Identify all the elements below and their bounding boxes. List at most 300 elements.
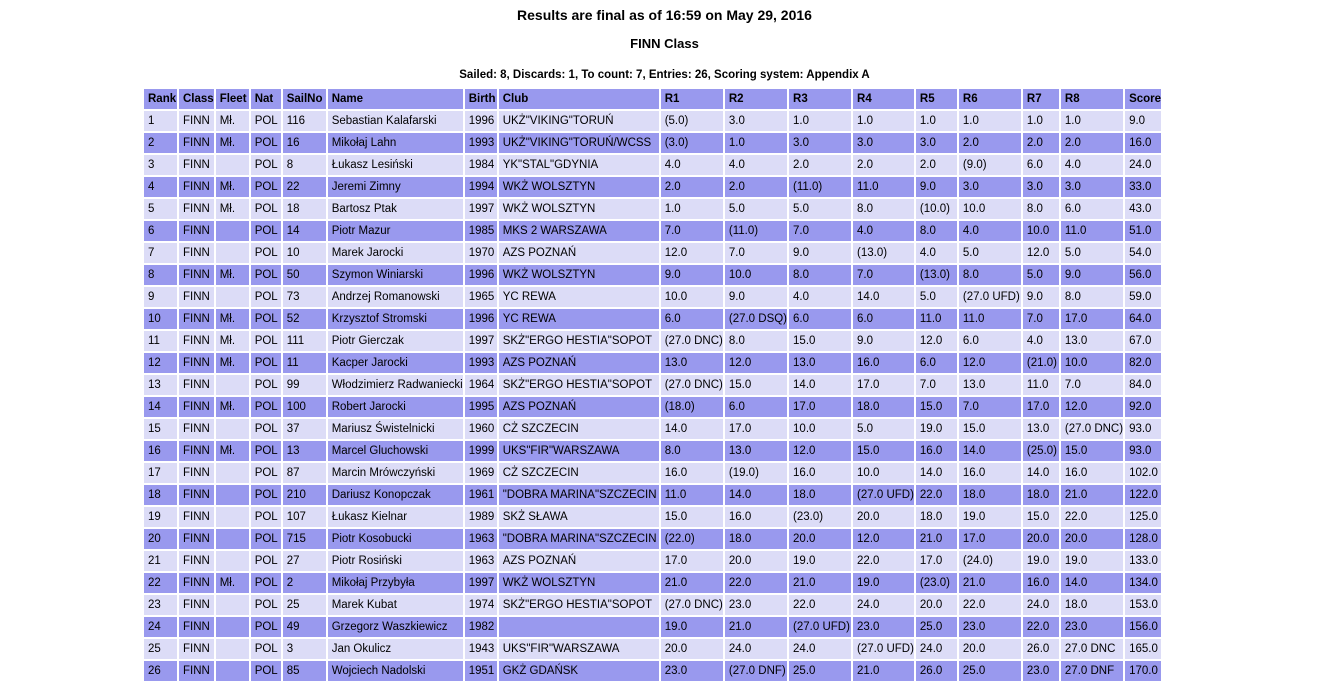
cell-r5: 14.0: [916, 463, 957, 483]
column-header-score: Score: [1125, 89, 1161, 109]
cell-rank: 4: [144, 177, 177, 197]
cell-r7: (25.0): [1023, 441, 1059, 461]
cell-score: 33.0: [1125, 177, 1161, 197]
cell-r3: 24.0: [789, 639, 851, 659]
cell-club: AZS POZNAŃ: [499, 353, 659, 373]
cell-r3: 3.0: [789, 133, 851, 153]
cell-nat: POL: [251, 551, 281, 571]
table-row: [144, 243, 1161, 263]
cell-rank: 18: [144, 485, 177, 505]
column-header-r5: R5: [916, 89, 957, 109]
cell-r8: 3.0: [1061, 177, 1123, 197]
cell-class: FINN: [179, 507, 214, 527]
cell-name: Piotr Mazur: [328, 221, 463, 241]
cell-r1: 14.0: [661, 419, 723, 439]
cell-birth: 1943: [465, 639, 497, 659]
cell-r3: 17.0: [789, 397, 851, 417]
cell-rank: 25: [144, 639, 177, 659]
cell-r7: 12.0: [1023, 243, 1059, 263]
table-row: [144, 353, 1161, 373]
cell-r4: 1.0: [853, 111, 914, 131]
cell-sailno: 37: [283, 419, 326, 439]
cell-r7: 5.0: [1023, 265, 1059, 285]
cell-r5: 19.0: [916, 419, 957, 439]
cell-r3: 4.0: [789, 287, 851, 307]
column-header-r1: R1: [661, 89, 723, 109]
table-row: [144, 617, 1161, 637]
cell-name: Sebastian Kalafarski: [328, 111, 463, 131]
cell-sailno: 85: [283, 661, 326, 681]
cell-r8: 12.0: [1061, 397, 1123, 417]
cell-r4: (27.0 UFD): [853, 485, 914, 505]
cell-name: Piotr Rosiński: [328, 551, 463, 571]
cell-nat: POL: [251, 375, 281, 395]
cell-sailno: 100: [283, 397, 326, 417]
cell-rank: 6: [144, 221, 177, 241]
column-header-r4: R4: [853, 89, 914, 109]
cell-r2: 15.0: [725, 375, 787, 395]
cell-r3: 22.0: [789, 595, 851, 615]
cell-nat: POL: [251, 617, 281, 637]
cell-club: UKS"FIR"WARSZAWA: [499, 639, 659, 659]
cell-fleet: [216, 551, 249, 571]
cell-r5: 4.0: [916, 243, 957, 263]
cell-rank: 3: [144, 155, 177, 175]
cell-class: FINN: [179, 353, 214, 373]
cell-name: Grzegorz Waszkiewicz: [328, 617, 463, 637]
cell-r5: 5.0: [916, 287, 957, 307]
cell-name: Łukasz Kielnar: [328, 507, 463, 527]
column-header-class: Class: [179, 89, 214, 109]
table-row: [144, 221, 1161, 241]
table-row: [144, 661, 1161, 681]
cell-r4: 24.0: [853, 595, 914, 615]
cell-score: 51.0: [1125, 221, 1161, 241]
cell-r6: 1.0: [959, 111, 1021, 131]
cell-name: Andrzej Romanowski: [328, 287, 463, 307]
cell-rank: 24: [144, 617, 177, 637]
table-row: [144, 309, 1161, 329]
cell-r3: 9.0: [789, 243, 851, 263]
cell-r4: 4.0: [853, 221, 914, 241]
cell-class: FINN: [179, 441, 214, 461]
cell-score: 133.0: [1125, 551, 1161, 571]
cell-score: 9.0: [1125, 111, 1161, 131]
cell-r2: 4.0: [725, 155, 787, 175]
cell-class: FINN: [179, 243, 214, 263]
cell-r4: 20.0: [853, 507, 914, 527]
cell-r7: 13.0: [1023, 419, 1059, 439]
table-row: [144, 485, 1161, 505]
cell-birth: 1999: [465, 441, 497, 461]
cell-r7: 6.0: [1023, 155, 1059, 175]
cell-r7: 26.0: [1023, 639, 1059, 659]
cell-class: FINN: [179, 551, 214, 571]
cell-r8: 11.0: [1061, 221, 1123, 241]
cell-fleet: Mł.: [216, 353, 249, 373]
cell-club: WKŻ WOLSZTYN: [499, 199, 659, 219]
column-header-r2: R2: [725, 89, 787, 109]
cell-r6: 2.0: [959, 133, 1021, 153]
cell-r8: 13.0: [1061, 331, 1123, 351]
cell-sailno: 73: [283, 287, 326, 307]
cell-r6: 12.0: [959, 353, 1021, 373]
cell-rank: 15: [144, 419, 177, 439]
cell-rank: 11: [144, 331, 177, 351]
cell-rank: 19: [144, 507, 177, 527]
cell-r4: (13.0): [853, 243, 914, 263]
cell-birth: 1970: [465, 243, 497, 263]
cell-r6: 13.0: [959, 375, 1021, 395]
cell-r6: 3.0: [959, 177, 1021, 197]
cell-birth: 1969: [465, 463, 497, 483]
cell-r3: 5.0: [789, 199, 851, 219]
cell-r2: (27.0 DNF): [725, 661, 787, 681]
cell-rank: 9: [144, 287, 177, 307]
table-row: [144, 507, 1161, 527]
cell-birth: 1993: [465, 353, 497, 373]
cell-nat: POL: [251, 133, 281, 153]
cell-fleet: [216, 155, 249, 175]
cell-class: FINN: [179, 617, 214, 637]
cell-class: FINN: [179, 661, 214, 681]
cell-nat: POL: [251, 507, 281, 527]
cell-r1: 16.0: [661, 463, 723, 483]
cell-name: Mariusz Świstelnicki: [328, 419, 463, 439]
cell-r3: 20.0: [789, 529, 851, 549]
cell-r7: 14.0: [1023, 463, 1059, 483]
cell-class: FINN: [179, 331, 214, 351]
cell-birth: 1982: [465, 617, 497, 637]
cell-r5: (23.0): [916, 573, 957, 593]
cell-r4: 21.0: [853, 661, 914, 681]
cell-r3: 16.0: [789, 463, 851, 483]
cell-r7: 11.0: [1023, 375, 1059, 395]
table-row: [144, 199, 1161, 219]
cell-r3: 15.0: [789, 331, 851, 351]
cell-r8: 16.0: [1061, 463, 1123, 483]
cell-name: Krzysztof Stromski: [328, 309, 463, 329]
cell-r2: 21.0: [725, 617, 787, 637]
cell-r6: 8.0: [959, 265, 1021, 285]
cell-r1: 19.0: [661, 617, 723, 637]
cell-r6: 15.0: [959, 419, 1021, 439]
cell-fleet: [216, 463, 249, 483]
cell-r6: 10.0: [959, 199, 1021, 219]
cell-score: 54.0: [1125, 243, 1161, 263]
cell-r6: (24.0): [959, 551, 1021, 571]
cell-sailno: 13: [283, 441, 326, 461]
cell-class: FINN: [179, 375, 214, 395]
cell-r4: 2.0: [853, 155, 914, 175]
cell-r2: 20.0: [725, 551, 787, 571]
cell-birth: 1993: [465, 133, 497, 153]
cell-r5: 6.0: [916, 353, 957, 373]
cell-nat: POL: [251, 265, 281, 285]
cell-name: Jeremi Zimny: [328, 177, 463, 197]
cell-nat: POL: [251, 529, 281, 549]
cell-nat: POL: [251, 419, 281, 439]
cell-name: Robert Jarocki: [328, 397, 463, 417]
cell-r4: 14.0: [853, 287, 914, 307]
cell-name: Dariusz Konopczak: [328, 485, 463, 505]
cell-r3: (23.0): [789, 507, 851, 527]
cell-r5: 16.0: [916, 441, 957, 461]
cell-club: UKŻ"VIKING"TORUŃ: [499, 111, 659, 131]
cell-r1: 15.0: [661, 507, 723, 527]
cell-rank: 1: [144, 111, 177, 131]
cell-nat: POL: [251, 155, 281, 175]
cell-r5: 22.0: [916, 485, 957, 505]
cell-class: FINN: [179, 111, 214, 131]
cell-name: Szymon Winiarski: [328, 265, 463, 285]
cell-r5: 7.0: [916, 375, 957, 395]
results-body: [144, 111, 1161, 681]
cell-class: FINN: [179, 397, 214, 417]
cell-r8: 21.0: [1061, 485, 1123, 505]
cell-nat: POL: [251, 243, 281, 263]
cell-r1: 7.0: [661, 221, 723, 241]
cell-r4: 7.0: [853, 265, 914, 285]
cell-birth: 1974: [465, 595, 497, 615]
cell-r1: 17.0: [661, 551, 723, 571]
cell-score: 67.0: [1125, 331, 1161, 351]
cell-birth: 1963: [465, 551, 497, 571]
cell-r4: 15.0: [853, 441, 914, 461]
cell-r5: 24.0: [916, 639, 957, 659]
cell-fleet: Mł.: [216, 397, 249, 417]
cell-r2: 18.0: [725, 529, 787, 549]
table-row: [144, 397, 1161, 417]
cell-rank: 16: [144, 441, 177, 461]
cell-r1: (18.0): [661, 397, 723, 417]
cell-club: YC REWA: [499, 309, 659, 329]
cell-class: FINN: [179, 639, 214, 659]
cell-r5: 3.0: [916, 133, 957, 153]
cell-r6: 7.0: [959, 397, 1021, 417]
cell-club: "DOBRA MARINA"SZCZECIN: [499, 529, 659, 549]
cell-fleet: Mł.: [216, 309, 249, 329]
cell-fleet: [216, 243, 249, 263]
cell-r8: 19.0: [1061, 551, 1123, 571]
cell-nat: POL: [251, 111, 281, 131]
cell-score: 134.0: [1125, 573, 1161, 593]
cell-sailno: 50: [283, 265, 326, 285]
cell-r3: 1.0: [789, 111, 851, 131]
cell-name: Łukasz Lesiński: [328, 155, 463, 175]
cell-class: FINN: [179, 287, 214, 307]
cell-r6: 21.0: [959, 573, 1021, 593]
cell-r1: 12.0: [661, 243, 723, 263]
cell-r1: 20.0: [661, 639, 723, 659]
cell-r1: 21.0: [661, 573, 723, 593]
cell-r6: 25.0: [959, 661, 1021, 681]
cell-r7: 18.0: [1023, 485, 1059, 505]
cell-fleet: [216, 639, 249, 659]
cell-r7: 23.0: [1023, 661, 1059, 681]
cell-r7: 20.0: [1023, 529, 1059, 549]
cell-rank: 17: [144, 463, 177, 483]
cell-sailno: 14: [283, 221, 326, 241]
cell-r2: 23.0: [725, 595, 787, 615]
cell-club: SKŻ"ERGO HESTIA"SOPOT: [499, 375, 659, 395]
cell-r1: (3.0): [661, 133, 723, 153]
table-row: [144, 639, 1161, 659]
cell-r2: 10.0: [725, 265, 787, 285]
cell-r1: 13.0: [661, 353, 723, 373]
cell-r7: 10.0: [1023, 221, 1059, 241]
cell-r8: (27.0 DNC): [1061, 419, 1123, 439]
cell-r6: 5.0: [959, 243, 1021, 263]
header-row: [144, 89, 1161, 109]
cell-r2: 8.0: [725, 331, 787, 351]
cell-r8: 14.0: [1061, 573, 1123, 593]
table-row: [144, 133, 1161, 153]
cell-r3: 18.0: [789, 485, 851, 505]
cell-r1: 10.0: [661, 287, 723, 307]
cell-score: 84.0: [1125, 375, 1161, 395]
cell-club: CŻ SZCZECIN: [499, 463, 659, 483]
cell-birth: 1989: [465, 507, 497, 527]
cell-score: 56.0: [1125, 265, 1161, 285]
cell-sailno: 8: [283, 155, 326, 175]
table-row: [144, 529, 1161, 549]
cell-r3: 10.0: [789, 419, 851, 439]
column-header-club: Club: [499, 89, 659, 109]
cell-nat: POL: [251, 199, 281, 219]
column-header-sailno: SailNo: [283, 89, 326, 109]
cell-r1: (27.0 DNC): [661, 595, 723, 615]
cell-sailno: 116: [283, 111, 326, 131]
cell-sailno: 210: [283, 485, 326, 505]
cell-r1: 11.0: [661, 485, 723, 505]
cell-r8: 6.0: [1061, 199, 1123, 219]
cell-r2: (19.0): [725, 463, 787, 483]
cell-r1: 1.0: [661, 199, 723, 219]
cell-r8: 8.0: [1061, 287, 1123, 307]
cell-r3: (27.0 UFD): [789, 617, 851, 637]
cell-r6: 22.0: [959, 595, 1021, 615]
column-header-fleet: Fleet: [216, 89, 249, 109]
cell-club: UKŻ"VIKING"TORUŃ/WCSS: [499, 133, 659, 153]
cell-class: FINN: [179, 419, 214, 439]
cell-fleet: [216, 287, 249, 307]
cell-birth: 1996: [465, 265, 497, 285]
cell-fleet: Mł.: [216, 331, 249, 351]
class-title: FINN Class: [630, 36, 699, 51]
cell-r8: 10.0: [1061, 353, 1123, 373]
cell-r7: 19.0: [1023, 551, 1059, 571]
cell-rank: 10: [144, 309, 177, 329]
cell-club: AZS POZNAŃ: [499, 551, 659, 571]
cell-r7: 9.0: [1023, 287, 1059, 307]
cell-club: SKŻ SŁAWA: [499, 507, 659, 527]
cell-r8: 5.0: [1061, 243, 1123, 263]
cell-birth: 1996: [465, 111, 497, 131]
cell-score: 93.0: [1125, 419, 1161, 439]
cell-r1: 2.0: [661, 177, 723, 197]
table-row: [144, 111, 1161, 131]
cell-score: 43.0: [1125, 199, 1161, 219]
cell-rank: 21: [144, 551, 177, 571]
cell-r4: 11.0: [853, 177, 914, 197]
cell-fleet: [216, 595, 249, 615]
cell-r6: 23.0: [959, 617, 1021, 637]
cell-r1: (22.0): [661, 529, 723, 549]
cell-r5: (13.0): [916, 265, 957, 285]
cell-score: 128.0: [1125, 529, 1161, 549]
cell-nat: POL: [251, 331, 281, 351]
cell-r2: 6.0: [725, 397, 787, 417]
cell-r8: 15.0: [1061, 441, 1123, 461]
cell-sailno: 27: [283, 551, 326, 571]
cell-score: 24.0: [1125, 155, 1161, 175]
cell-r3: (11.0): [789, 177, 851, 197]
table-row: [144, 177, 1161, 197]
cell-nat: POL: [251, 661, 281, 681]
results-table: [142, 87, 1163, 683]
cell-r5: 18.0: [916, 507, 957, 527]
cell-r8: 4.0: [1061, 155, 1123, 175]
cell-rank: 23: [144, 595, 177, 615]
cell-r8: 18.0: [1061, 595, 1123, 615]
cell-r2: (27.0 DSQ): [725, 309, 787, 329]
cell-r8: 9.0: [1061, 265, 1123, 285]
cell-r7: 7.0: [1023, 309, 1059, 329]
cell-club: "DOBRA MARINA"SZCZECIN: [499, 485, 659, 505]
cell-name: Piotr Kosobucki: [328, 529, 463, 549]
table-row: [144, 265, 1161, 285]
column-header-r7: R7: [1023, 89, 1059, 109]
cell-r4: 22.0: [853, 551, 914, 571]
cell-fleet: Mł.: [216, 441, 249, 461]
cell-r3: 13.0: [789, 353, 851, 373]
cell-birth: 1994: [465, 177, 497, 197]
cell-r2: 16.0: [725, 507, 787, 527]
cell-rank: 14: [144, 397, 177, 417]
cell-r7: 15.0: [1023, 507, 1059, 527]
cell-rank: 7: [144, 243, 177, 263]
cell-r1: 9.0: [661, 265, 723, 285]
cell-r7: 22.0: [1023, 617, 1059, 637]
cell-r5: 1.0: [916, 111, 957, 131]
cell-sailno: 16: [283, 133, 326, 153]
cell-fleet: Mł.: [216, 133, 249, 153]
cell-r5: 26.0: [916, 661, 957, 681]
table-row: [144, 331, 1161, 351]
cell-r3: 2.0: [789, 155, 851, 175]
cell-r2: 13.0: [725, 441, 787, 461]
cell-class: FINN: [179, 485, 214, 505]
cell-name: Marek Jarocki: [328, 243, 463, 263]
column-header-name: Name: [328, 89, 463, 109]
table-row: [144, 287, 1161, 307]
cell-r2: 22.0: [725, 573, 787, 593]
cell-sailno: 10: [283, 243, 326, 263]
cell-name: Wojciech Nadolski: [328, 661, 463, 681]
cell-r2: 3.0: [725, 111, 787, 131]
cell-rank: 13: [144, 375, 177, 395]
cell-r5: 15.0: [916, 397, 957, 417]
cell-fleet: Mł.: [216, 177, 249, 197]
table-row: [144, 419, 1161, 439]
cell-r5: 20.0: [916, 595, 957, 615]
column-header-r8: R8: [1061, 89, 1123, 109]
cell-r7: 4.0: [1023, 331, 1059, 351]
cell-nat: POL: [251, 221, 281, 241]
column-header-rank: Rank: [144, 89, 177, 109]
cell-r2: (11.0): [725, 221, 787, 241]
